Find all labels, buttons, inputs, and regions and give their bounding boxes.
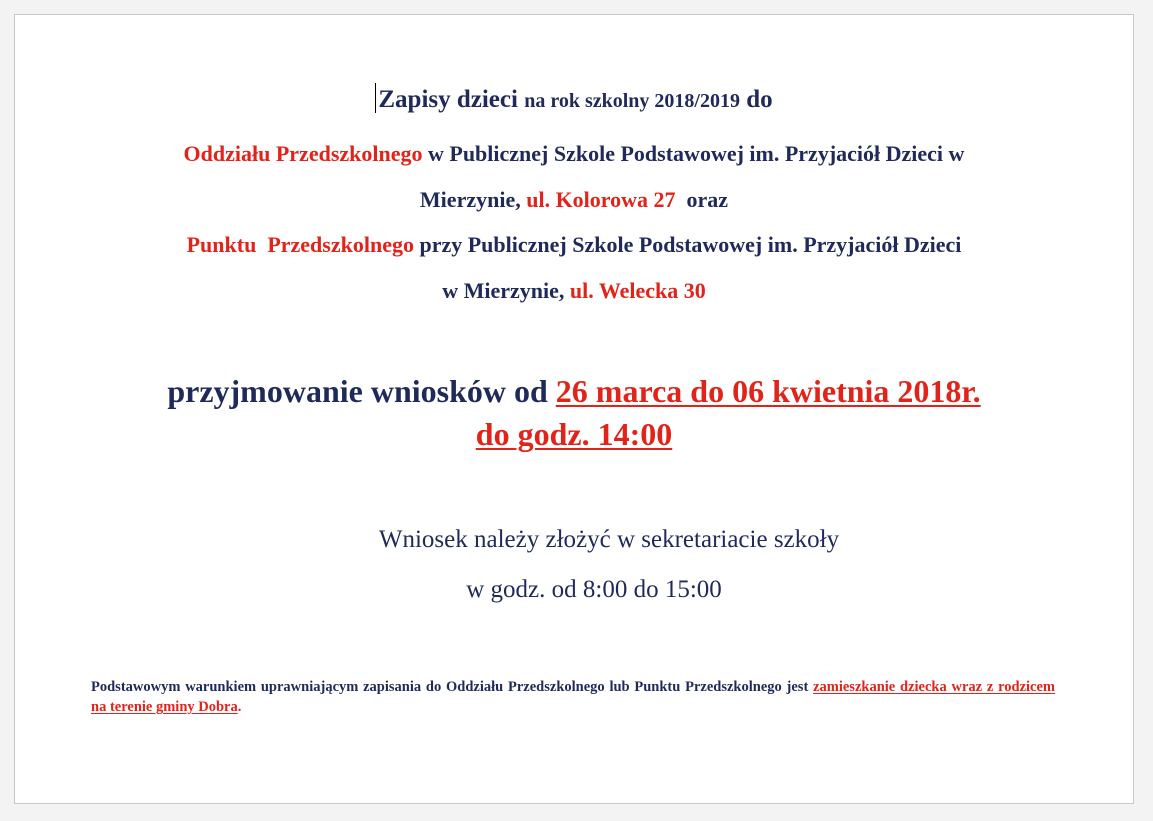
document-title [15,83,1133,118]
note-period: . [237,699,242,715]
line-welecka [15,274,1133,308]
title-school-year: na rok szkolny 2018/2019 [524,90,740,112]
line-punkt [15,228,1133,262]
oddzial-name: Oddziału Przedszkolnego [183,141,423,166]
note-condition: zamieszkanie dziecka wraz z rodzicem na terenie gminy Dobra [91,679,1056,715]
eligibility-note [91,677,1055,717]
text-cursor [375,83,376,113]
line-kolorowa [15,183,1133,217]
title-do: do [746,86,773,113]
submission-hours: w godz. od 8:00 do 15:00 [466,576,722,603]
kolorowa-city: Mierzynie, [419,187,521,212]
deadline-prefix: przyjmowanie wniosków od [167,373,548,409]
deadline-dates-line [15,370,1133,412]
deadline-dates: 26 marca do 06 kwietnia 2018r. [555,373,981,409]
welecka-city: w Mierzynie, [442,278,565,303]
oddzial-school: w Publicznej Szkole Podstawowej im. Przyjaciół Dzieci w [428,141,965,166]
punkt-name: Punktu Przedszkolnego [186,232,414,257]
welecka-address: ul. Welecka 30 [569,278,706,303]
line-oddzial [15,137,1133,171]
kolorowa-address: ul. Kolorowa 27 [526,187,676,212]
kolorowa-oraz: oraz [686,187,729,212]
document-page [14,14,1134,804]
punkt-school: przy Publicznej Szkole Podstawowej im. Przyjaciół Dzieci [419,232,962,257]
deadline-time: do godz. 14:00 [475,416,673,452]
deadline-time-line [15,413,1133,455]
submission-place: Wniosek należy złożyć w sekretariacie szkoły [378,526,840,553]
note-text: Podstawowym warunkiem uprawniającym zapisania do Oddziału Przedszkolnego lub Punktu Przedszkolnego jest [91,679,809,695]
title-main: Zapisy dzieci [378,86,518,113]
